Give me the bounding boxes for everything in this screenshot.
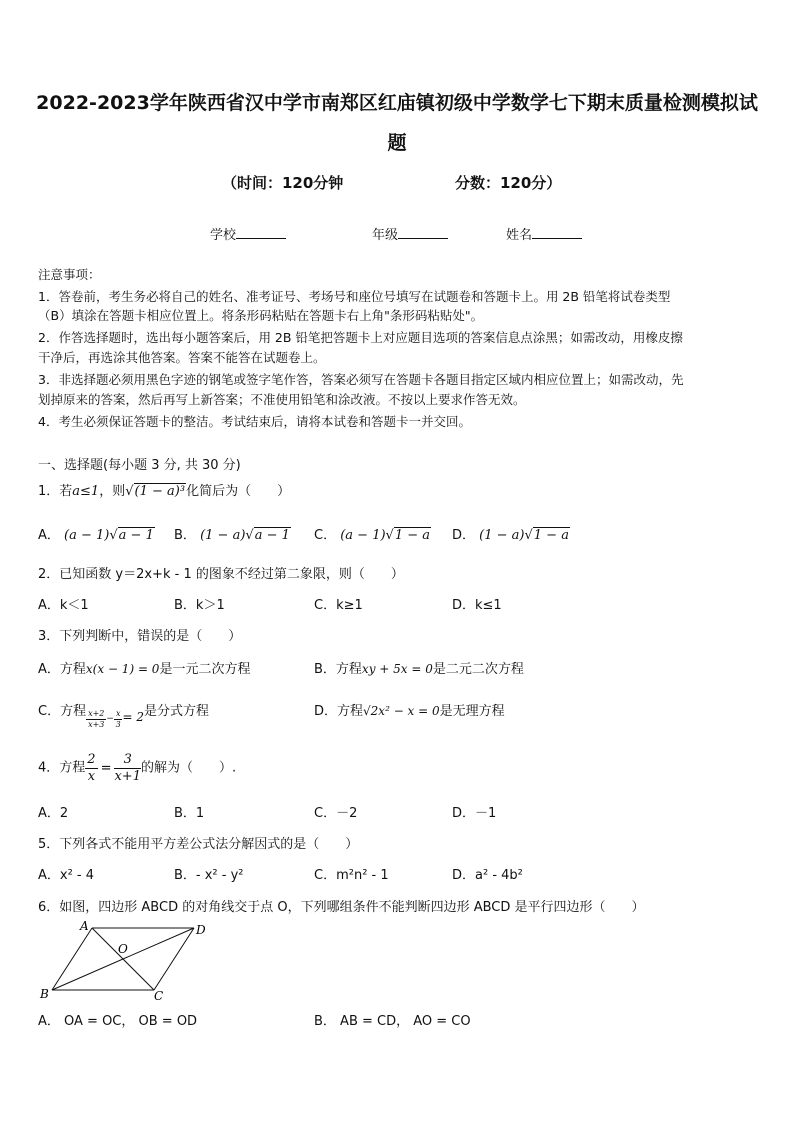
q5-option-b[interactable]: B．- x² - y² — [174, 868, 244, 883]
option-math: x(x − 1) = 0 — [85, 662, 160, 676]
denominator: x+1 — [114, 768, 141, 784]
option-outside: (1 − a) — [479, 528, 525, 543]
numerator: x+2 — [88, 709, 105, 719]
q6-option-a[interactable]: A． OA = OC， OB = OD — [38, 1014, 198, 1029]
diagonal-bd — [52, 928, 194, 990]
q1-condition: a≤1 — [72, 484, 100, 499]
q1-option-d[interactable] — [452, 524, 570, 543]
q2-option-a[interactable]: A．k＜1 — [38, 598, 89, 613]
option-outside: (a − 1) — [64, 528, 110, 543]
option-label: B． — [174, 528, 196, 543]
q4-option-a[interactable]: A．2 — [38, 806, 69, 821]
denominator: 3 — [115, 720, 121, 729]
name-blank[interactable] — [532, 227, 582, 239]
school-field[interactable] — [210, 224, 286, 243]
option-inside: a − 1 — [118, 528, 154, 543]
grade-field[interactable] — [372, 224, 448, 243]
option-text: 是二元二次方程 — [432, 662, 524, 677]
question-4 — [38, 752, 236, 784]
option-label: D．方程 — [314, 704, 364, 719]
option-label: B．方程 — [314, 662, 362, 677]
notice-line: 4．考生必须保证答题卡的整洁。考试结束后，请将本试卷和答题卡一并交回。 — [38, 414, 471, 429]
edge-ab — [52, 928, 92, 990]
notice-heading: 注意事项： — [38, 267, 101, 282]
exam-time: （时间：120分钟 — [222, 174, 344, 192]
denominator: x+3 — [88, 720, 105, 729]
notice-line: 3．非选择题必须用黑色字迹的钢笔或签字笔作答，答案必须写在答题卡各题目指定区域内相应位置上；如需改动，先 — [38, 372, 684, 387]
q4-option-b[interactable]: B．1 — [174, 806, 205, 821]
name-field[interactable] — [506, 224, 582, 243]
question-6: 6．如图，四边形 ABCD 的对角线交于点 O，下列哪组条件不能判断四边形 ABCD 是平行四边形（ ） — [38, 900, 645, 915]
fraction — [86, 709, 106, 729]
point-label-o: O — [118, 942, 128, 956]
q1-prefix: 1．若 — [38, 484, 73, 499]
option-math: xy + 5x = 0 — [361, 662, 433, 676]
denominator: x — [87, 768, 96, 784]
question-1 — [38, 480, 290, 499]
q4-prefix: 4．方程 — [38, 760, 86, 776]
minus-sign: − — [106, 714, 114, 724]
option-outside: (a − 1) — [340, 528, 386, 543]
option-outside: (1 − a) — [200, 528, 246, 543]
q2-option-b[interactable]: B．k＞1 — [174, 598, 225, 613]
option-text: 是一元二次方程 — [159, 662, 251, 677]
q2-option-c[interactable]: C．k≥1 — [314, 598, 363, 613]
notice-line: 干净后，再选涂其他答案。答案不能答在试题卷上。 — [38, 350, 326, 365]
q1-option-c[interactable] — [314, 524, 431, 543]
q1-radicand: (1 − a)³ — [134, 484, 186, 499]
notice-line: 2．作答选择题时，选出每小题答案后，用 2B 铅笔把答题卡上对应题目选项的答案信息点涂黑；如需改动，用橡皮擦 — [38, 330, 683, 345]
vertex-label-a: A — [80, 919, 89, 933]
radical-icon: √ — [524, 528, 533, 543]
q4-option-d[interactable]: D．－1 — [452, 806, 497, 821]
option-label: C．方程 — [38, 704, 87, 719]
numerator: x — [115, 709, 121, 719]
q2-option-d[interactable]: D．k≤1 — [452, 598, 502, 613]
vertex-label-b: B — [40, 987, 49, 1001]
equals-sign: = — [100, 760, 112, 776]
notice-line: 1．答卷前，考生务必将自己的姓名、准考证号、考场号和座位号填写在试题卷和答题卡上。用 2B 铅笔将试卷类型 — [38, 289, 671, 304]
notice-line: （B）填涂在答题卡相应位置上。将条形码粘贴在答题卡右上角"条形码粘贴处"。 — [38, 308, 484, 323]
q3-option-b[interactable] — [314, 658, 524, 677]
radical-icon: √ — [385, 528, 394, 543]
q5-option-d[interactable]: D．a² - 4b² — [452, 868, 523, 883]
fraction — [85, 752, 97, 784]
q5-option-a[interactable]: A．x² - 4 — [38, 868, 95, 883]
option-text: 是分式方程 — [143, 704, 209, 719]
q3-option-d[interactable] — [314, 700, 505, 719]
q5-option-c[interactable]: C．m²n² - 1 — [314, 868, 389, 883]
school-blank[interactable] — [236, 227, 286, 239]
option-label: A． — [38, 528, 60, 543]
page-title-line1: 2022-2023学年陕西省汉中学市南郑区红庙镇初级中学数学七下期末质量检测模拟试 — [36, 92, 758, 114]
fraction — [114, 752, 141, 784]
q1-option-a[interactable] — [38, 524, 155, 543]
q3-option-c[interactable] — [38, 700, 209, 730]
name-label: 姓名 — [506, 228, 533, 243]
q1-suffix: 化简后为（ ） — [186, 484, 291, 499]
section-heading: 一、选择题(每小题 3 分, 共 30 分) — [38, 458, 241, 473]
exam-score: 分数：120分） — [455, 174, 562, 192]
option-inside: a − 1 — [254, 528, 290, 543]
vertex-label-c: C — [154, 989, 164, 1002]
grade-label: 年级 — [372, 228, 399, 243]
option-text: 是无理方程 — [439, 704, 505, 719]
parallelogram-figure — [36, 918, 216, 1002]
question-5: 5．下列各式不能用平方差公式法分解因式的是（ ） — [38, 837, 359, 852]
numerator: 3 — [114, 752, 141, 769]
grade-blank[interactable] — [398, 227, 448, 239]
q4-option-c[interactable]: C．－2 — [314, 806, 358, 821]
page-title-line2: 题 — [387, 132, 407, 154]
school-label: 学校 — [210, 228, 237, 243]
option-inside: 1 − a — [394, 528, 431, 543]
notice-line: 划掉原来的答案，然后再写上新答案；不准使用铅笔和涂改液。不按以上要求作答无效。 — [38, 392, 526, 407]
vertex-label-d: D — [196, 923, 206, 937]
option-inside: 1 − a — [533, 528, 569, 543]
q3-option-a[interactable] — [38, 658, 250, 677]
edge-dc — [154, 928, 194, 990]
radical-icon: √ — [109, 528, 118, 543]
question-3: 3．下列判断中，错误的是（ ） — [38, 629, 242, 644]
radical-icon: √ — [245, 528, 254, 543]
numerator: 2 — [87, 752, 96, 767]
q4-suffix: 的解为（ ）. — [140, 760, 237, 776]
option-label: C． — [314, 528, 337, 543]
option-label: D． — [452, 528, 476, 543]
option-label: A．方程 — [38, 662, 86, 677]
q1-mid: ，则 — [99, 484, 126, 499]
equals-part: = 2 — [122, 710, 144, 724]
q1-option-b[interactable] — [174, 524, 291, 543]
option-math: √2x² − x = 0 — [363, 704, 440, 718]
radical-icon: √ — [125, 484, 134, 499]
question-2: 2．已知函数 y＝2x+k - 1 的图象不经过第二象限，则（ ） — [38, 567, 404, 582]
q6-option-b[interactable]: B． AB = CD， AO = CO — [314, 1014, 471, 1029]
